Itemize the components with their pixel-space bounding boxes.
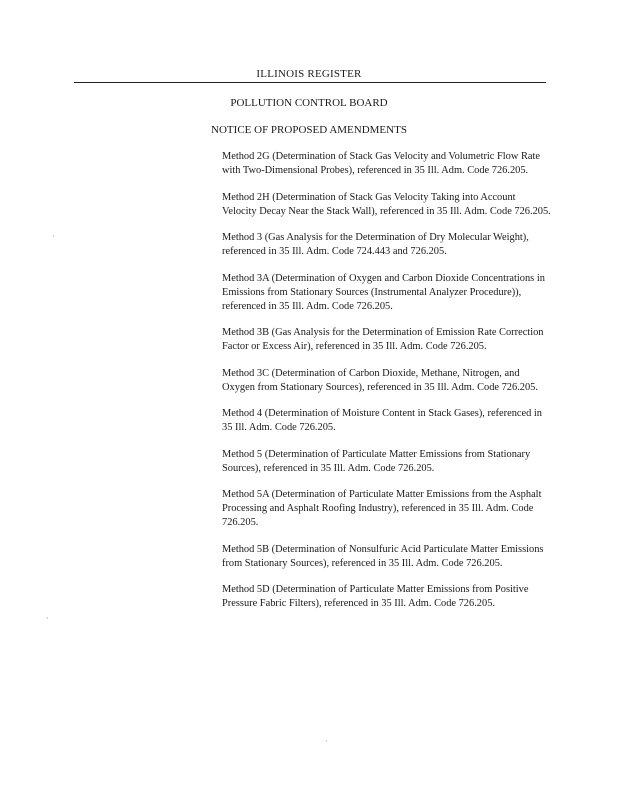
notice-title: NOTICE OF PROPOSED AMENDMENTS — [211, 124, 407, 136]
header-divider — [74, 82, 546, 83]
scan-speck: · — [46, 614, 49, 623]
method-item: Method 2G (Determination of Stack Gas Velocity and Volumetric Flow Rate with Two-Dimensional Probes), referenced in 35 Ill. Adm. Code 726.205. — [222, 151, 541, 176]
method-item: Method 2H (Determination of Stack Gas Velocity Taking into Account Velocity Decay Near the Stack Wall), referenced in 35 Ill. Adm. Code 726.205. — [222, 191, 551, 217]
method-item: Method 5A (Determination of Particulate Matter Emissions from the Asphalt Processing and Asphalt Roofing Industry), referenced in 35 Ill. Adm. Code 726.205. — [222, 489, 542, 528]
board-title: POLLUTION CONTROL BOARD — [230, 97, 388, 109]
scan-speck: · — [52, 232, 55, 241]
register-title: ILLINOIS REGISTER — [256, 68, 362, 80]
method-item: Method 4 (Determination of Moisture Content in Stack Gases), referenced in 35 Ill. Adm. Code 726.205. — [222, 408, 542, 433]
method-item: Method 5D (Determination of Particulate Matter Emissions from Positive Pressure Fabric Filters), referenced in 35 Ill. Adm. Code 726.205. — [222, 584, 529, 609]
method-item: Method 3B (Gas Analysis for the Determination of Emission Rate Correction Factor or Excess Air), referenced in 35 Ill. Adm. Code 726.205. — [222, 327, 544, 352]
scan-speck: · — [325, 737, 328, 746]
method-item: Method 3A (Determination of Oxygen and Carbon Dioxide Concentrations in Emissions from Stationary Sources (Instrumental Analyzer Procedure)), referenced in 35 Ill. Adm. Code 726.205. — [222, 272, 545, 312]
method-item: Method 3 (Gas Analysis for the Determination of Dry Molecular Weight), referenced in 35 Ill. Adm. Code 724.443 and 726.205. — [222, 232, 529, 257]
method-item: Method 5B (Determination of Nonsulfuric Acid Particulate Matter Emissions from Stationary Sources), referenced in 35 Ill. Adm. Code 726.205. — [222, 543, 544, 569]
method-list — [222, 150, 552, 624]
method-item: Method 5 (Determination of Particulate Matter Emissions from Stationary Sources), referenced in 35 Ill. Adm. Code 726.205. — [222, 448, 531, 474]
method-item: Method 3C (Determination of Carbon Dioxide, Methane, Nitrogen, and Oxygen from Stationary Sources), referenced in 35 Ill. Adm. Code 726.205. — [222, 367, 538, 393]
